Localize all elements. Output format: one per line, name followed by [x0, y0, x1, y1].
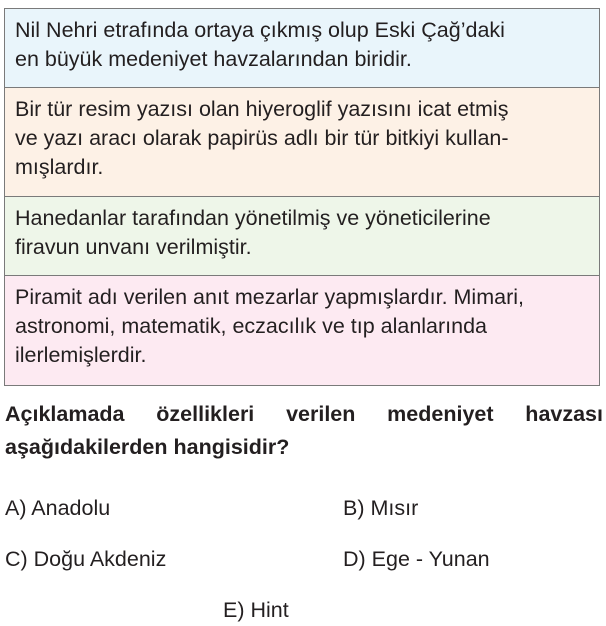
option-d[interactable]: D) Ege - Yunan: [343, 547, 490, 571]
info-box-line: mışlardır.: [15, 154, 104, 179]
question-text: [5, 398, 603, 464]
option-b[interactable]: B) Mısır: [343, 496, 419, 520]
info-box-line: firavun unvanı verilmiştir.: [15, 235, 252, 259]
question-line: aşağıdakilerden hangisidir?: [5, 435, 290, 459]
info-box-line: ve yazı aracı olarak papirüs adlı bir tür bitkiyi kullan-: [15, 125, 509, 150]
info-box-achievements: [4, 275, 600, 386]
info-box-line: Nil Nehri etrafında ortaya çıkmış olup Eski Çağ’daki: [15, 18, 505, 42]
info-box-line: Hanedanlar tarafından yönetilmiş ve yöneticilerine: [15, 206, 491, 230]
info-box-line: ilerlemişlerdir.: [15, 342, 147, 367]
info-box-line: en büyük medeniyet havzalarından biridir.: [15, 47, 412, 71]
info-box-geography: [4, 8, 600, 88]
info-box-writing: [4, 87, 600, 198]
info-box-government: [4, 196, 600, 276]
info-box-line: Bir tür resim yazısı olan hiyeroglif yazısını icat etmiş: [15, 96, 509, 121]
info-boxes: [4, 8, 600, 386]
option-e[interactable]: E) Hint: [223, 598, 289, 622]
option-c[interactable]: C) Doğu Akdeniz: [5, 547, 167, 571]
question-line: Açıklamada özellikleri verilen medeniyet havzası: [5, 402, 603, 426]
info-box-line: astronomi, matematik, eczacılık ve tıp alanlarında: [15, 313, 488, 338]
info-box-line: Piramit adı verilen anıt mezarlar yapmışlardır. Mimari,: [15, 284, 524, 309]
option-a[interactable]: A) Anadolu: [5, 496, 111, 520]
